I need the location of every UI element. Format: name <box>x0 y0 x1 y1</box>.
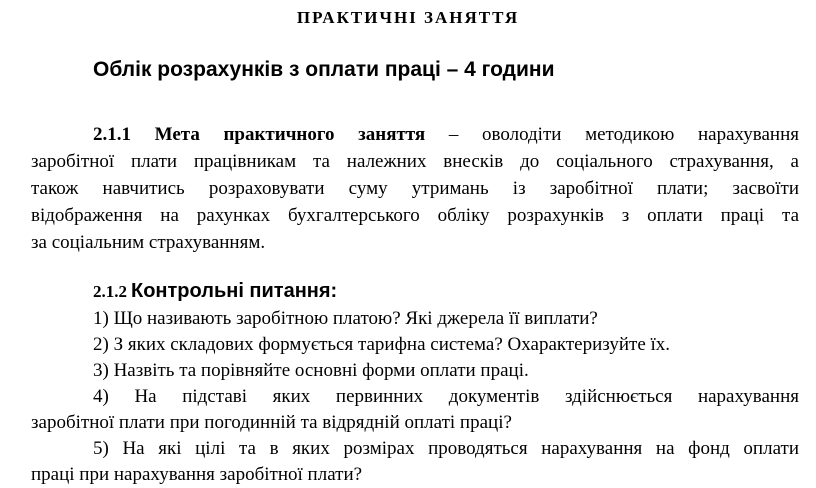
question-text: 4) На підставі яких первинних документів здійснюється нарахування <box>93 386 799 407</box>
question-item <box>31 358 799 384</box>
topic-subtitle: Облік розрахунків з оплати праці – 4 години <box>93 58 555 81</box>
question-item <box>31 436 799 488</box>
goal-line: також навчитись розраховувати суму утримань із заробітної плати; засвоїти <box>31 178 799 199</box>
goal-line: за соціальним страхуванням. <box>31 232 266 253</box>
question-text: 3) Назвіть та порівняйте основні форми оплати праці. <box>93 360 529 381</box>
question-text: заробітної плати при погодинній та відрядній оплаті праці? <box>31 412 512 433</box>
question-item <box>31 306 799 332</box>
section-title: Контрольні питання: <box>131 280 338 302</box>
question-text: 1) Що називають заробітною платою? Які джерела її виплати? <box>93 308 598 329</box>
goal-number: 2.1.1 <box>93 124 131 145</box>
goal-paragraph <box>31 121 799 256</box>
goal-line: заробітної плати працівникам та належних внесків до соціального страхування, а <box>31 151 799 172</box>
question-item <box>31 332 799 358</box>
question-text: 5) На які цілі та в яких розмірах проводяться нарахування на фонд оплати <box>93 438 799 459</box>
section-number: 2.1.2 <box>93 282 127 301</box>
goal-line: відображення на рахунках бухгалтерського обліку розрахунків з оплати праці та <box>31 205 799 226</box>
goal-label: Мета практичного заняття <box>154 124 426 145</box>
question-text: 2) З яких складових формується тарифна система? Охарактеризуйте їх. <box>93 334 671 355</box>
questions-heading <box>93 280 337 303</box>
page-title: ПРАКТИЧНІ ЗАНЯТТЯ <box>296 8 520 27</box>
questions-list <box>31 306 799 488</box>
question-item <box>31 384 799 436</box>
goal-text: – оволодіти методикою нарахування <box>448 124 800 145</box>
goal-line <box>31 121 799 148</box>
question-text: праці при нарахування заробітної плати? <box>31 464 363 485</box>
